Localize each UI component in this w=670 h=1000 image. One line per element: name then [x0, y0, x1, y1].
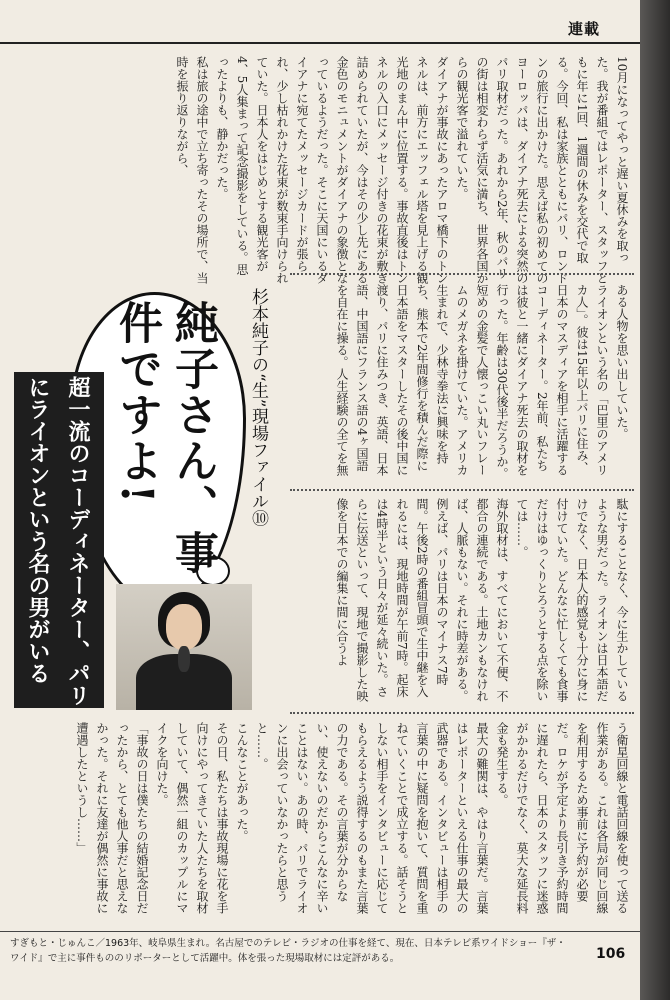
article-subhead: 超一流のコーディネーター、パリにライオンという名の男がいる	[25, 376, 91, 706]
author-bio: すぎもと・じゅんこ／1963年、岐阜県生まれ。名古屋でのテレビ・ラジオの仕事を経て、現在、日本テレビ系ワイドショー『ザ・ワイド』で主に事件もののリポーターとして活躍中。体を張った現場取材には定評がある。	[10, 938, 566, 964]
header-rule	[0, 42, 640, 44]
column-top-section: 10月になってやっと遅い夏休みを取った。我が番組ではレポーター、スタッフともに年に1回、1週間の休みを交代で取る。今回、私は家族とともにパリ、ロンドンの旅行に出かけた。思えば私の初めてのヨーロッパは、ダイアナ死去による突然のパリ取材だった。あれから2年、秋のパリの街は相変わらず活気に満ち、世界各国からの観光客で溢れていた。 ダイアナが事故にあったアロマ橋下のトンネルは、前方にエッフェル塔を見上げる観光地のまん中に位置する。事故直後はトンネルの入口にメッセージ付きの花束が敷き詰められていたが、今はその少し先にある金色のモニュメントがダイアナの象徴となっているようだった。そこに天国にいるダイアナに宛てたメッセージカードが張られ、少し枯れかけた花束が数束手向けられていた。日本人をはじめとする観光客が4、5人集まって記念撮影をしている。思ったよりも、静かだった。 私は旅の途中で立ち寄ったその場所で、当時を振り返りながら、	[175, 56, 629, 284]
page-gutter	[640, 0, 670, 1000]
series-label: 連載	[567, 20, 600, 38]
footer-rule	[0, 931, 640, 932]
microphone-icon	[178, 646, 190, 672]
photo-face	[166, 604, 202, 650]
column-mid-section-2: 駄にすることなく、今に生かしているような男だった。ライオンは日本語だけでなく、日本人的感覚も十分に身に付けていた。どんなに忙しくても食事だけはゆっくりとろうとする点を除いては……。 海外取材は、すべてにおいて不便、不都合の連続である。土地カンもなければ、人脈もない。それに時差がある。例えば、パリは日本のマイナス7時間。午後2時の番組冒頭で生中継を入れるには、現地時間が午前7時。起床は4時半という日々が延々続いた。さらに伝送といって、現地で撮影した映像を日本での編集に間に合うよ	[335, 498, 629, 702]
divider-bottom	[290, 712, 634, 714]
author-photo	[116, 584, 252, 710]
column-mid-section-1: ある人物を思い出していた。 ライオンという名の「巴里のアメリカ人」。彼は15年以上パリに住み、日本のマスディアを相手に活躍するコーディネーター。2年前、私たちは彼と一緒にダイアナ死去の取材を行った。年齢は30代後半だろうか。短めの金髪で人懐っこい丸いフレームのメガネを掛けていた。アメリカ生まれで、少林寺拳法に興味を持ち、熊本で2年間修行を積んだ際に日本語をマスターしたその後中国に渡り、パリに住みつき、英語、日本語、中国語にフランス語の4ヶ国語を自在に操る。人生経験の全てを無	[335, 284, 629, 480]
article-title: 純子さん、事件ですよ!	[111, 300, 218, 576]
series-name: 杉本純子の“生”現場ファイル⑩	[248, 288, 268, 527]
divider-top	[290, 273, 634, 275]
page-number: 106	[596, 946, 626, 962]
column-bottom-section: う衛星回線と電話回線を使って送る作業がある。これは各局が同じ回線を利用するため事前に予約が必要だ。ロケが予定より長引き予約時間に遅れたら、日本のスタッフに迷惑がかかるだけでなく、莫大な延長料金も発生する。 最大の難関は、やはり言葉だ。言葉はレポーターといえる仕事の最大の武器である。インタビューは相手の言葉の中に疑問を抱いて、質問を重ねていくことで成立する。話そうとしない相手をインタビューに応じてもらえるよう説得するのもまた言葉の力である。その言葉が分からない、使えないのだからこんなに辛いことはない。あの時、パリでライオンに出会っていなかったらと思うと……。 こんなことがあった。 その日、私たちは事故現場に花を手向けにやってきていた人たちを取材していて、偶然一組のカップルにマイクを向けた。 「事故の日は僕たちの結婚記念日だったから、とても他人事だと思えなかった。それに友達が偶然に事故に遭遇したというし……」	[75, 722, 629, 914]
divider-mid	[290, 489, 634, 491]
